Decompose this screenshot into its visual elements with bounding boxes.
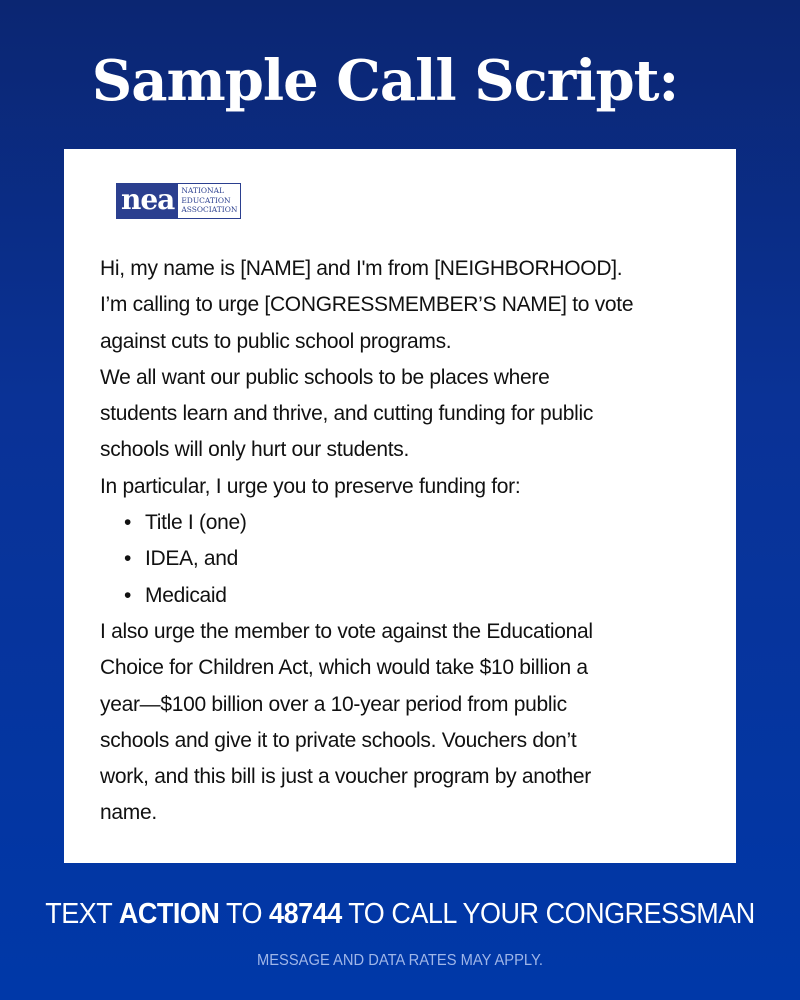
rates-disclaimer: MESSAGE AND DATA RATES MAY APPLY.: [256, 952, 544, 969]
script-line: work, and this bill is just a voucher program by another: [100, 765, 591, 789]
page-title: Sample Call Script:: [91, 48, 679, 114]
script-line: year—$100 billion over a 10-year period from public: [100, 692, 567, 716]
bullet-item: • Title I (one): [100, 505, 633, 541]
cta-text: TEXT: [45, 898, 119, 930]
script-line: In particular, I urge you to preserve funding for:: [100, 474, 521, 498]
script-line: I’m calling to urge [CONGRESSMEMBER’S NAME] to vote: [100, 293, 634, 317]
script-card: [64, 149, 736, 863]
cta-keyword: ACTION: [118, 898, 220, 930]
logo-word: EDUCATION: [181, 195, 231, 205]
script-line: Choice for Children Act, which would take $10 billion a: [100, 656, 588, 680]
cta-text: TO: [219, 898, 270, 930]
script-line: We all want our public schools to be places where: [100, 365, 550, 389]
cta-number: 48744: [269, 898, 342, 930]
script-line: I also urge the member to vote against the Educational: [100, 619, 593, 643]
script-line: schools will only hurt our students.: [100, 438, 410, 462]
logo-word: NATIONAL: [181, 186, 224, 195]
nea-logo: [116, 183, 241, 219]
call-script: [100, 251, 633, 832]
script-line: Hi, my name is [NAME] and I'm from [NEIGHBORHOOD].: [100, 257, 623, 280]
script-line: schools and give it to private schools. Vouchers don’t: [100, 728, 577, 752]
script-line: name.: [100, 801, 157, 825]
script-line: students learn and thrive, and cutting funding for public: [100, 402, 594, 426]
bullet-item: • Medicaid: [100, 578, 633, 614]
logo-words: [178, 184, 240, 218]
script-line: against cuts to public school programs.: [100, 329, 452, 353]
bullet-item: • IDEA, and: [100, 541, 633, 577]
logo-word: ASSOCIATION: [181, 205, 238, 214]
cta-text: TO CALL YOUR CONGRESSMAN: [341, 898, 755, 930]
text-action-cta: [28, 898, 772, 931]
logo-mark: nea: [117, 184, 178, 218]
